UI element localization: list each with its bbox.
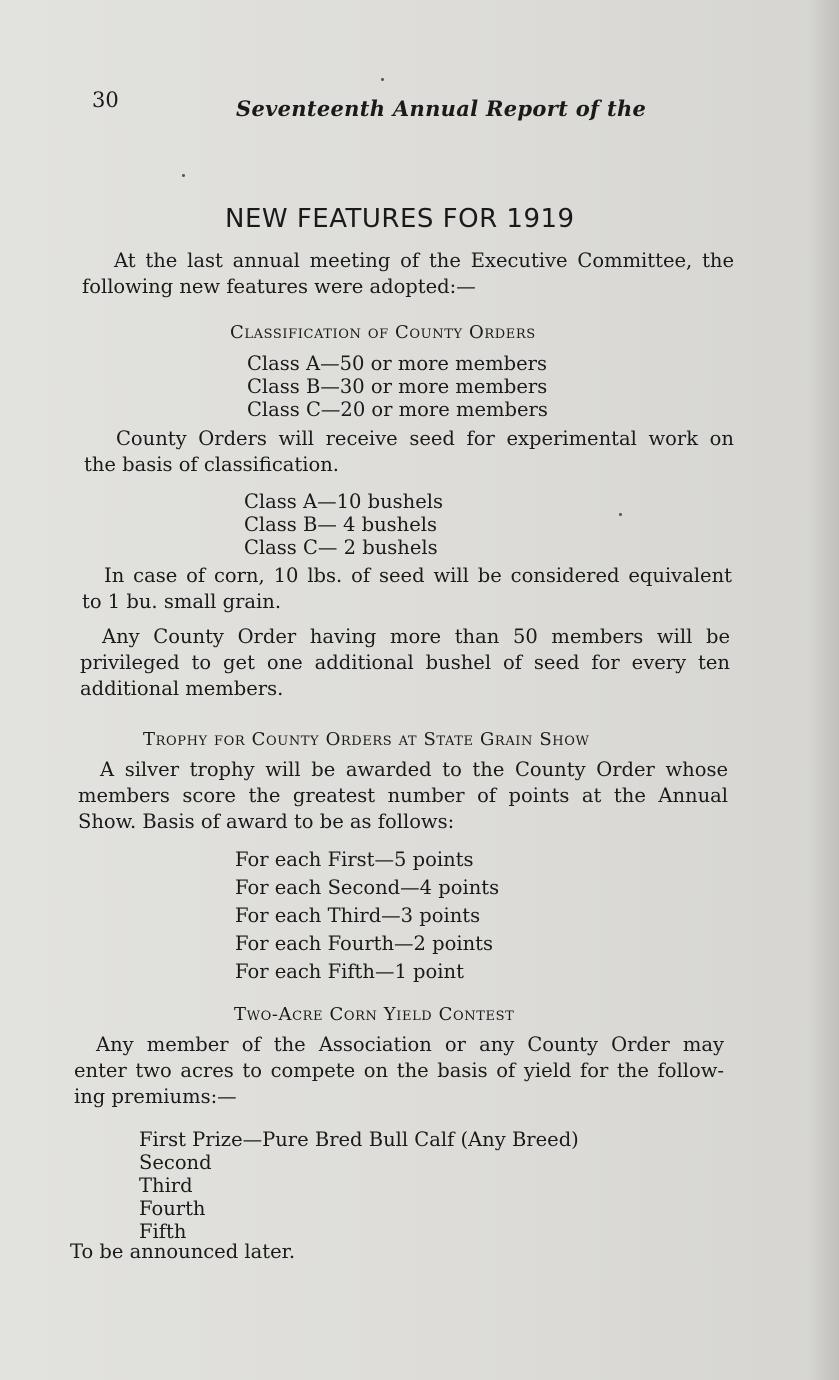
list-item: Class B—30 or more members	[247, 375, 548, 398]
text-line: Show. Basis of award to be as follows:	[78, 810, 455, 833]
text-line: Any member of the Association or any County Order may	[96, 1033, 724, 1056]
list-item: Class A—10 bushels	[244, 490, 443, 513]
contest-heading: Two-Acre Corn Yield Contest	[234, 1004, 515, 1025]
page-title: NEW FEATURES FOR 1919	[225, 204, 575, 234]
trophy-paragraph	[78, 757, 728, 835]
seed-note-paragraph	[84, 426, 734, 478]
list-item: Class C—20 or more members	[247, 398, 548, 421]
list-item: For each Fifth—1 point	[235, 960, 464, 983]
classification-heading: Classification of County Orders	[230, 322, 536, 343]
trophy-heading: Trophy for County Orders at State Grain Show	[143, 729, 590, 750]
text-line: ing premiums:—	[74, 1085, 237, 1108]
list-item: For each Second—4 points	[235, 876, 500, 899]
print-speck	[182, 174, 185, 177]
text-line: enter two acres to compete on the basis of yield for the follow-	[74, 1059, 724, 1082]
trophy-points-list	[235, 846, 499, 986]
text-line: the basis of classification.	[84, 453, 340, 476]
text-line: members score the greatest number of points at the Annual	[78, 784, 728, 807]
text-line: additional members.	[80, 677, 284, 700]
page-edge-shadow	[809, 0, 839, 1380]
list-item: For each Fourth—2 points	[235, 932, 494, 955]
corn-note-paragraph	[82, 563, 732, 615]
list-item: First Prize—Pure Bred Bull Calf (Any Breed)	[139, 1128, 579, 1151]
list-item: For each First—5 points	[235, 848, 474, 871]
print-speck	[381, 78, 384, 81]
prizes-list	[139, 1128, 579, 1243]
list-item: Third	[139, 1174, 193, 1197]
class-bushels-list	[244, 490, 443, 559]
announcement-note: To be announced later.	[70, 1240, 296, 1263]
text-line: A silver trophy will be awarded to the County Order whose	[100, 758, 728, 781]
extra-seed-paragraph	[80, 624, 730, 702]
text-line: to 1 bu. small grain.	[82, 590, 282, 613]
page-number: 30	[92, 88, 119, 112]
list-item: Class C— 2 bushels	[244, 536, 438, 559]
text-line: Any County Order having more than 50 members will be	[102, 625, 730, 648]
running-title: Seventeenth Annual Report of the	[236, 96, 647, 121]
list-item: Second	[139, 1151, 212, 1174]
list-item: Class A—50 or more members	[247, 352, 548, 375]
text-line: following new features were adopted:—	[82, 275, 476, 298]
text-line: privileged to get one additional bushel of seed for every ten	[80, 651, 730, 674]
list-item: Class B— 4 bushels	[244, 513, 438, 536]
text-line: At the last annual meeting of the Executive Committee, the	[114, 249, 734, 272]
text-line: In case of corn, 10 lbs. of seed will be considered equivalent	[104, 564, 732, 587]
list-item: Fourth	[139, 1197, 206, 1220]
print-speck	[619, 513, 622, 516]
list-item: For each Third—3 points	[235, 904, 481, 927]
intro-paragraph	[82, 248, 734, 300]
class-membership-list	[247, 352, 548, 421]
text-line: County Orders will receive seed for experimental work on	[116, 427, 734, 450]
contest-paragraph	[74, 1032, 724, 1110]
list-item: Fifth	[139, 1220, 187, 1243]
